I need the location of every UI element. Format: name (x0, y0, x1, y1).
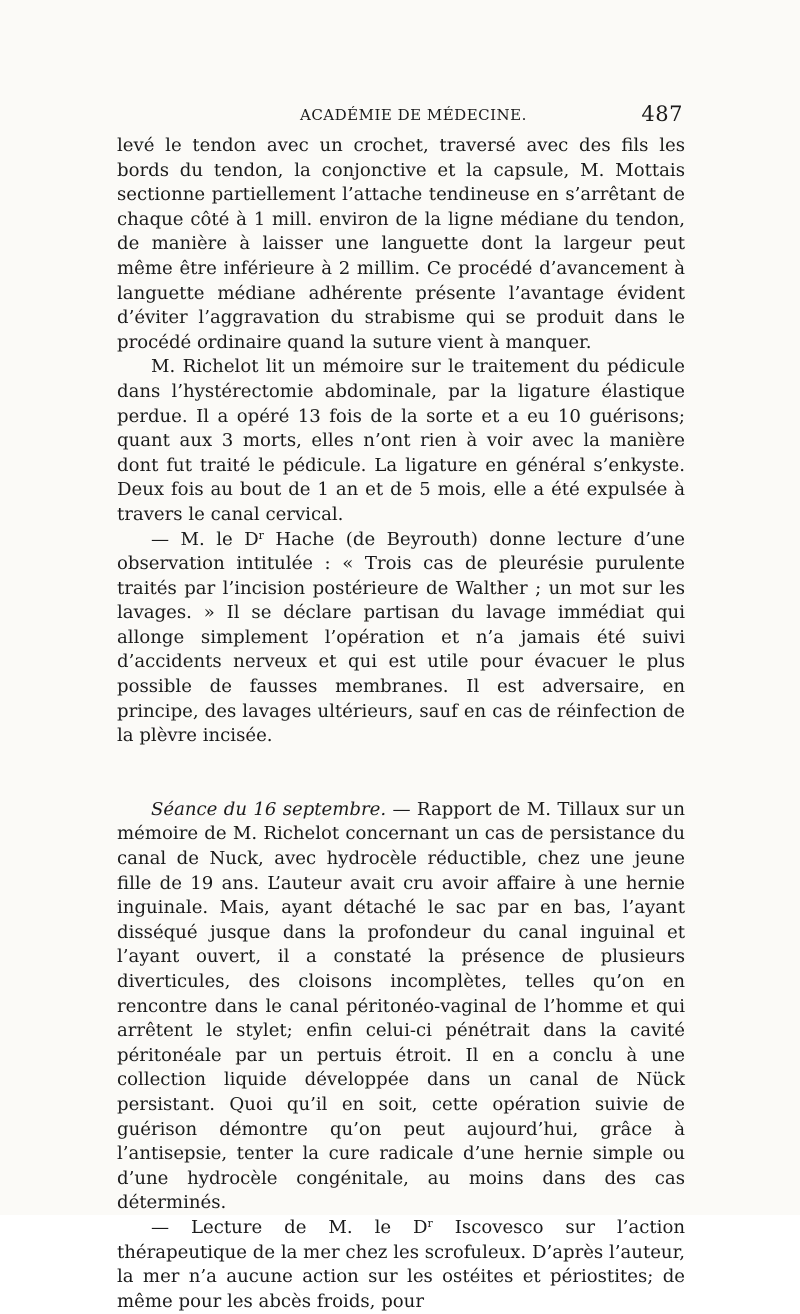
paragraph-hache (117, 528, 685, 749)
running-title: ACADÉMIE DE MÉDECINE. (300, 106, 527, 124)
iscovesco-doctor-sup: r (427, 1216, 433, 1230)
seance-text: — Rapport de M. Tillaux sur un mémoire de M. Richelot concernant un cas de persistance du canal de Nuck, avec hydrocèle réductible, chez une jeune fille de 19 ans. L’auteur avait cru avoir affaire à une hernie inguinale. Mais, ayant détaché le sac par en bas, l’ayant disséqué jusque dans la profondeur du canal inguinal et l’ayant ouvert, il a constaté la présence de plusieurs diverticules, des cloisons incomplètes, telles qu’on en rencontre dans le canal péritonéo-vaginal de l’homme et qui arrêtent le stylet; enfin celui-ci pénétrait dans la cavité péritonéale par un pertuis étroit. Il en a conclu à une collection liquide développée dans un canal de Nück persistant. Quoi qu’il en soit, cette opération suivie de guérison démontre qu’on peut aujourd’hui, grâce à l’antisepsie, tenter la cure radicale d’une hernie simple ou d’une hydrocèle congénitale, au moins dans des cas déterminés. (117, 798, 685, 1214)
paragraph-richelot: M. Richelot lit un mémoire sur le traitement du pédicule dans l’hystérectomie abdominale, par la ligature élastique perdue. Il a opéré 13 fois de la sorte et a eu 10 guérisons; quant aux 3 morts, elles n’ont rien à voir avec la manière dont fut traité le pédicule. La ligature en général s’enkyste. Deux fois au bout de 1 an et de 5 mois, elle a été expulsée à travers le canal cervical. (117, 356, 685, 525)
session-date: Séance du 16 septembre. (151, 798, 387, 820)
hache-doctor-sup: r (258, 528, 264, 542)
iscovesco-text-start: — Lecture de M. le D (151, 1216, 428, 1238)
page-number: 487 (641, 102, 683, 126)
page-header (117, 102, 683, 130)
paragraph-seance (117, 798, 685, 1216)
paragraph-iscovesco (117, 1216, 685, 1314)
section-spacer (117, 749, 685, 798)
hache-text-rest: Hache (de Beyrouth) donne lecture d’une observation intitulée : « Trois cas de pleurésie purulente traités par l’incision postérieure de Walther ; un mot sur les lavages. » Il se déclare partisan du lavage immédiat qui allonge simplement l’opération et n’a jamais été suivi d’accidents nerveux et qui est utile pour évacuer le plus possible de fausses membranes. Il est adversaire, en principe, des lavages ultérieurs, sauf en cas de réinfection de la plèvre incisée. (117, 528, 685, 747)
hache-text-start: — M. le D (151, 528, 259, 550)
body-text (117, 134, 685, 1314)
paragraph-mottais: levé le tendon avec un crochet, traversé avec des fils les bords du tendon, la conjonctive et la capsule, M. Mottais sectionne partiellement l’attache tendineuse en s’arrêtant de chaque côté à 1 mill. environ de la ligne médiane du tendon, de manière à laisser une languette dont la largeur peut même être inférieure à 2 millim. Ce procédé d’avancement à languette médiane adhérente présente l’avantage évident d’éviter l’aggravation du strabisme qui se produit dans le procédé ordinaire quand la suture vient à manquer. (117, 135, 685, 353)
iscovesco-text-rest: Iscovesco sur l’action thérapeutique de la mer chez les scrofuleux. D’après l’auteur, la mer n’a aucune action sur les ostéites et périostites; de même pour les abcès froids, pour (117, 1216, 686, 1312)
